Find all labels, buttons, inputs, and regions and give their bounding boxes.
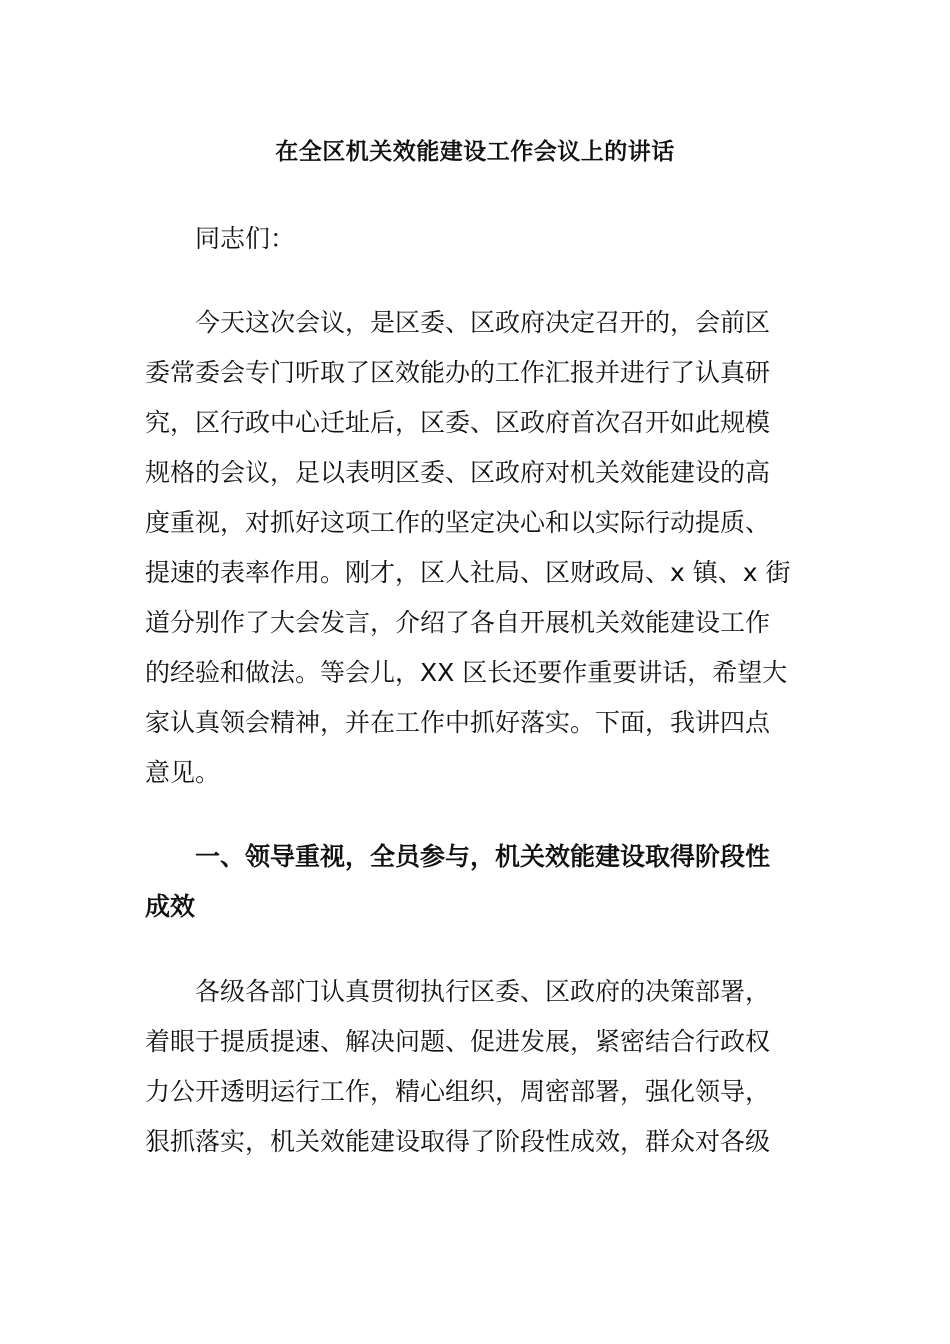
paragraph-line: 规格的会议，足以表明区委、区政府对机关效能建设的高	[145, 458, 771, 487]
paragraph-line: 意见。	[145, 758, 221, 787]
paragraph-line: 家认真领会精神，并在工作中抓好落实。下面，我讲四点	[145, 708, 771, 737]
paragraph-line: 力公开透明运行工作，精心组织，周密部署，强化领导，	[145, 1077, 771, 1106]
paragraph-line: 道分别作了大会发言，介绍了各自开展机关效能建设工作	[145, 608, 771, 637]
paragraph-line: 提速的表率作用。刚才，区人社局、区财政局、x 镇、x 街	[145, 558, 791, 587]
paragraph-line: 究，区行政中心迁址后，区委、区政府首次召开如此规模	[145, 408, 771, 437]
paragraph-line: 各级各部门认真贯彻执行区委、区政府的决策部署，	[195, 977, 771, 1006]
section-heading: 一、领导重视，全员参与，机关效能建设取得阶段性	[195, 842, 771, 871]
paragraph-line: 今天这次会议，是区委、区政府决定召开的，会前区	[195, 308, 771, 337]
salutation: 同志们：	[195, 224, 296, 253]
paragraph-line: 着眼于提质提速、解决问题、促进发展，紧密结合行政权	[145, 1027, 771, 1056]
paragraph-line: 的经验和做法。等会儿，XX 区长还要作重要讲话，希望大	[145, 658, 788, 687]
document-title: 在全区机关效能建设工作会议上的讲话	[275, 139, 675, 165]
section-heading: 成效	[145, 892, 196, 921]
paragraph-line: 委常委会专门听取了区效能办的工作汇报并进行了认真研	[145, 358, 771, 387]
paragraph-line: 度重视，对抓好这项工作的坚定决心和以实际行动提质、	[145, 508, 771, 537]
paragraph-line: 狠抓落实，机关效能建设取得了阶段性成效，群众对各级	[145, 1127, 771, 1156]
